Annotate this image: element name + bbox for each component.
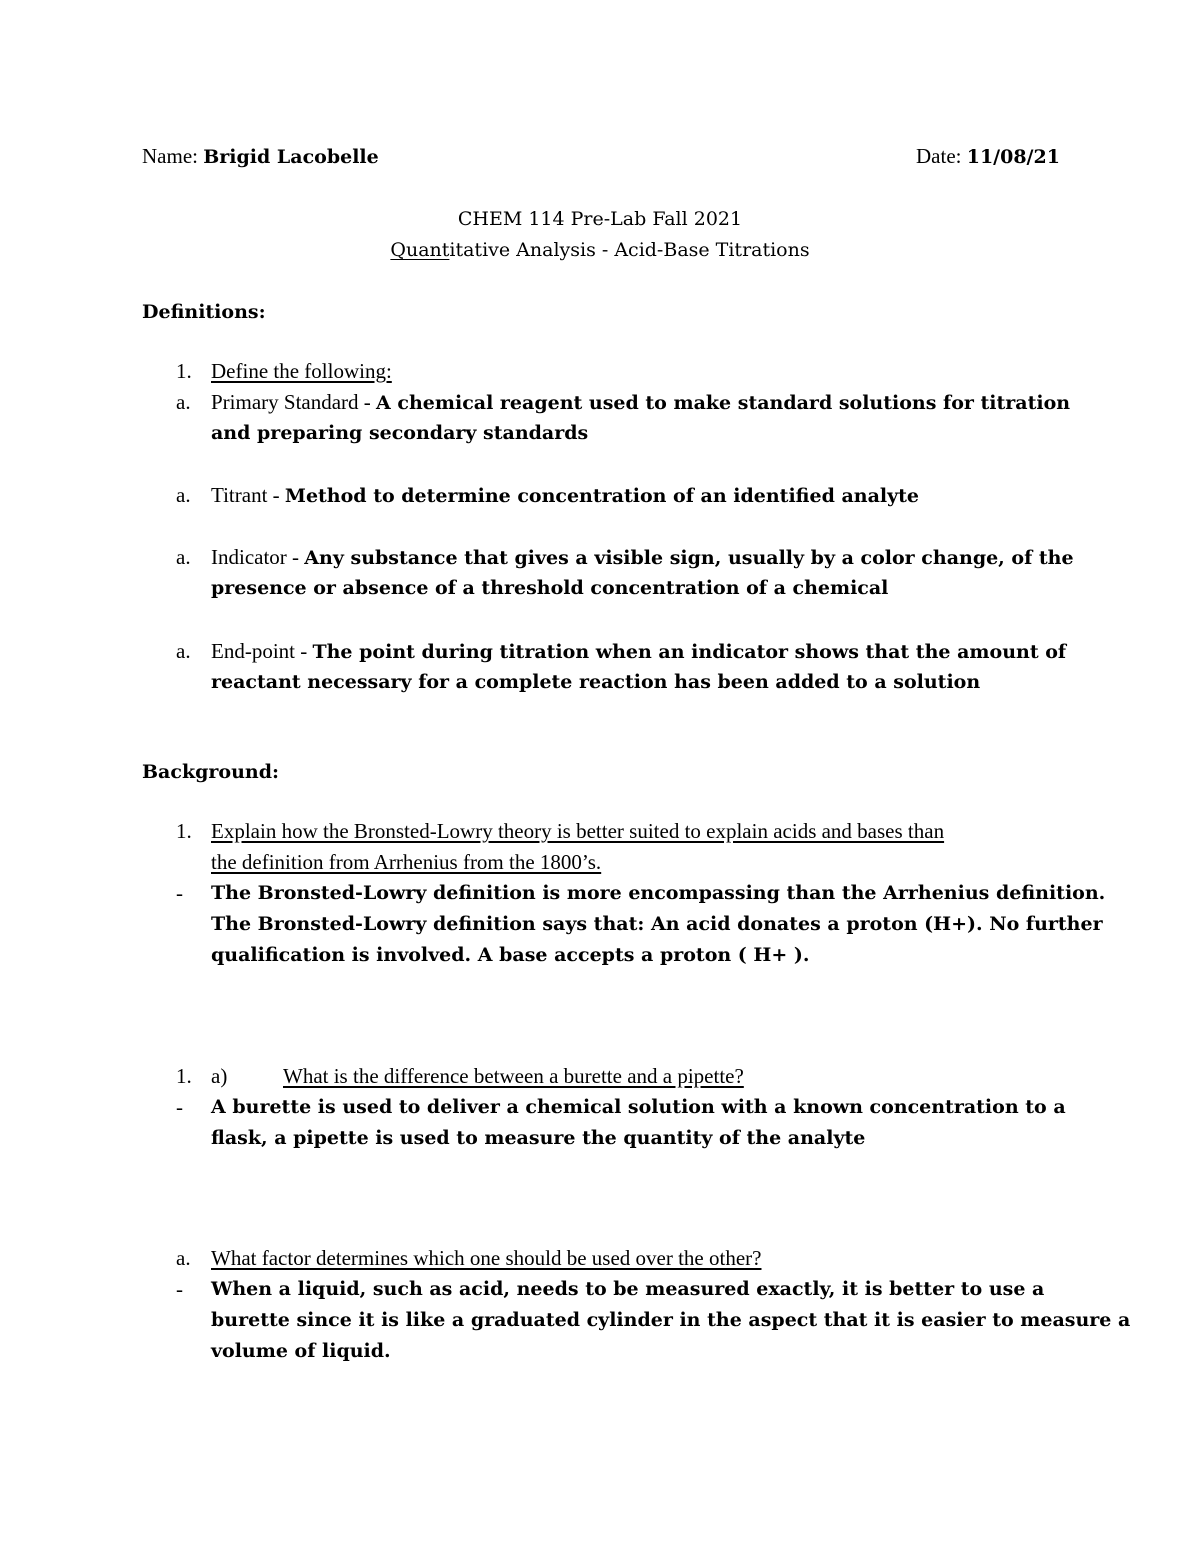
background-q3-answer-continued: volume of liquid. (211, 1340, 391, 1362)
name-line (142, 144, 379, 169)
page-subtitle (0, 238, 1200, 262)
definition-item (211, 545, 1074, 570)
background-q2-prompt: What is the difference between a burette and a pipette? (283, 1064, 744, 1088)
definition-answer: The point during titration when an indicator shows that the amount of (312, 641, 1067, 663)
subtitle-rest: itative Analysis - Acid-Base Titrations (449, 239, 810, 261)
definition-term: Titrant - (211, 483, 285, 507)
definition-term: Indicator - (211, 545, 305, 569)
definitions-heading: Definitions: (142, 301, 266, 323)
definition-item (211, 483, 919, 508)
background-q3-prompt: What factor determines which one should be used over the other? (211, 1246, 762, 1270)
background-q3-answer-marker: - (176, 1277, 183, 1301)
background-q1-answer-marker: - (176, 881, 183, 905)
definition-item (211, 639, 1066, 664)
definition-answer-continued: and preparing secondary standards (211, 422, 589, 444)
definition-answer: Any substance that gives a visible sign, usually by a color change, of the (304, 547, 1074, 569)
background-q1-answer: The Bronsted-Lowry definition is more encompassing than the Arrhenius definition. (211, 882, 1106, 904)
background-heading: Background: (142, 761, 279, 783)
subtitle-underlined: Quant (390, 239, 450, 261)
page-title: CHEM 114 Pre-Lab Fall 2021 (457, 208, 743, 230)
definition-term: Primary Standard - (211, 390, 377, 414)
name-label: Name: (142, 144, 204, 168)
background-q2-answer-marker: - (176, 1095, 183, 1119)
definition-item (211, 390, 1070, 415)
date-line (916, 144, 1060, 169)
background-q1-answer-continued: The Bronsted-Lowry definition says that: An acid donates a proton (H+). No further (211, 913, 1103, 935)
name-value: Brigid Lacobelle (203, 146, 379, 168)
background-q2-marker: 1. (176, 1064, 192, 1088)
background-q3-marker: a. (176, 1246, 191, 1270)
definition-item-marker: a. (176, 390, 191, 414)
background-q2-answer: A burette is used to deliver a chemical solution with a known concentration to a (211, 1096, 1066, 1118)
background-q1-prompt-continued: the definition from Arrhenius from the 1800’s. (211, 850, 602, 874)
definition-answer-continued: presence or absence of a threshold concentration of a chemical (211, 577, 889, 599)
background-q1-marker: 1. (176, 819, 192, 843)
definitions-q1-marker: 1. (176, 359, 192, 383)
date-label: Date: (916, 144, 967, 168)
background-q3-answer-continued: burette since it is like a graduated cylinder in the aspect that it is easier to measure a (211, 1309, 1131, 1331)
background-q2-sub-label: a) (211, 1064, 228, 1088)
definition-answer: A chemical reagent used to make standard solutions for titration (376, 392, 1071, 414)
date-value: 11/08/21 (966, 146, 1060, 168)
definition-answer: Method to determine concentration of an identified analyte (284, 485, 920, 507)
definition-answer-continued: reactant necessary for a complete reaction has been added to a solution (211, 671, 981, 693)
background-q3-answer: When a liquid, such as acid, needs to be measured exactly, it is better to use a (211, 1278, 1045, 1300)
background-q1-answer-continued: qualification is involved. A base accepts a proton ( H+ ). (211, 944, 810, 966)
definition-item-marker: a. (176, 545, 191, 569)
background-q2-answer-continued: flask, a pipette is used to measure the quantity of the analyte (211, 1127, 866, 1149)
definition-term: End-point - (211, 639, 313, 663)
background-q1-prompt: Explain how the Bronsted-Lowry theory is better suited to explain acids and bases than (211, 819, 945, 843)
definitions-q1-prompt: Define the following: (211, 359, 392, 383)
definition-item-marker: a. (176, 639, 191, 663)
definition-item-marker: a. (176, 483, 191, 507)
